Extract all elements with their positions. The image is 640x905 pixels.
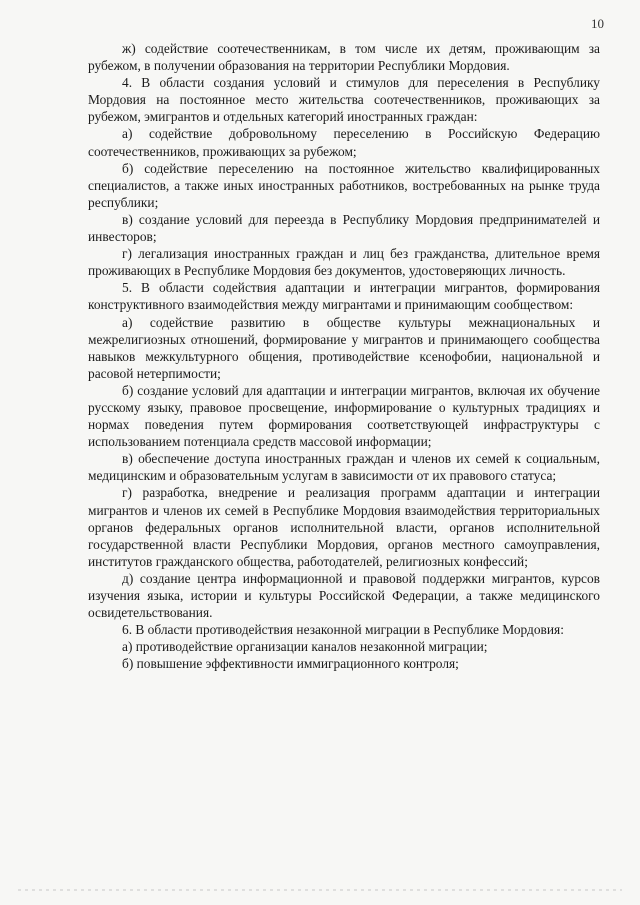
section-4-item-a: а) содействие добровольному переселению в Российскую Федерацию соотечественников, проживающих за рубежом;	[88, 126, 600, 159]
section-4-item-b: б) содействие переселению на постоянное жительство квалифицированных специалистов, а также иных иностранных работников, востребованных на рынке труда республики;	[88, 160, 600, 210]
paragraph-1-zh: ж) содействие соотечественникам, в том числе их детям, проживающим за рубежом, в получении образования на территории Республики Мордовия.	[88, 41, 600, 74]
section-5-item-b: б) создание условий для адаптации и интеграции мигрантов, включая их обучение русскому языку, правовое просвещение, информирование о культурных традициях и нормах поведения путем формирования соответствующей инфраструктуры с использованием потенциала средств массовой информации;	[88, 382, 600, 450]
section-5-item-v: в) обеспечение доступа иностранных граждан и членов их семей к социальным, медицинским и образовательным услугам в зависимости от их правового статуса;	[88, 451, 600, 484]
section-6-heading: 6. В области противодействия незаконной миграции в Республике Мордовия:	[122, 622, 564, 638]
section-4-item-v: в) создание условий для переезда в Республику Мордовия предпринимателей и инвесторов;	[88, 211, 600, 245]
section-5-item-g: г) разработка, внедрение и реализация программ адаптации и интеграции мигрантов и членов их семей в Республике Мордовия взаимодействия территориальных органов федеральных органов исполнительной власти, органов исполнительной государственной власти Республики Мордовия, органов местного самоуправления, институтов гражданского общества, работодателей, религиозных конфессий;	[88, 485, 600, 569]
document-body	[88, 40, 600, 672]
section-4-heading: 4. В области создания условий и стимулов для переселения в Республику Мордовия на постоянное место жительства соотечественников, проживающих за рубежом, эмигрантов и отдельных категорий иностранных граждан:	[88, 75, 600, 125]
page-number: 10	[591, 16, 604, 31]
scan-noise-line	[18, 889, 622, 891]
section-6-item-a: а) противодействие организации каналов незаконной миграции;	[122, 639, 488, 655]
section-4-item-g: г) легализация иностранных граждан и лиц без гражданства, длительное время проживающих в Республике Мордовия без документов, удостоверяющих личность.	[88, 246, 600, 279]
section-6-item-b: б) повышение эффективности иммиграционного контроля;	[122, 656, 459, 672]
section-5-item-d: д) создание центра информационной и правовой поддержки мигрантов, курсов изучения языка, истории и культуры Российской Федерации, а также медицинского освидетельствования.	[88, 570, 600, 621]
section-5-heading: 5. В области содействия адаптации и интеграции мигрантов, формирования конструктивного взаимодействия между мигрантами и принимающим сообществом:	[88, 280, 600, 313]
section-5-item-a: а) содействие развитию в обществе культуры межнациональных и межрелигиозных отношений, формирование у мигрантов и принимающего сообщества навыков межкультурного общения, противодействие ксенофобии, национальной и расовой нетерпимости;	[88, 314, 600, 381]
